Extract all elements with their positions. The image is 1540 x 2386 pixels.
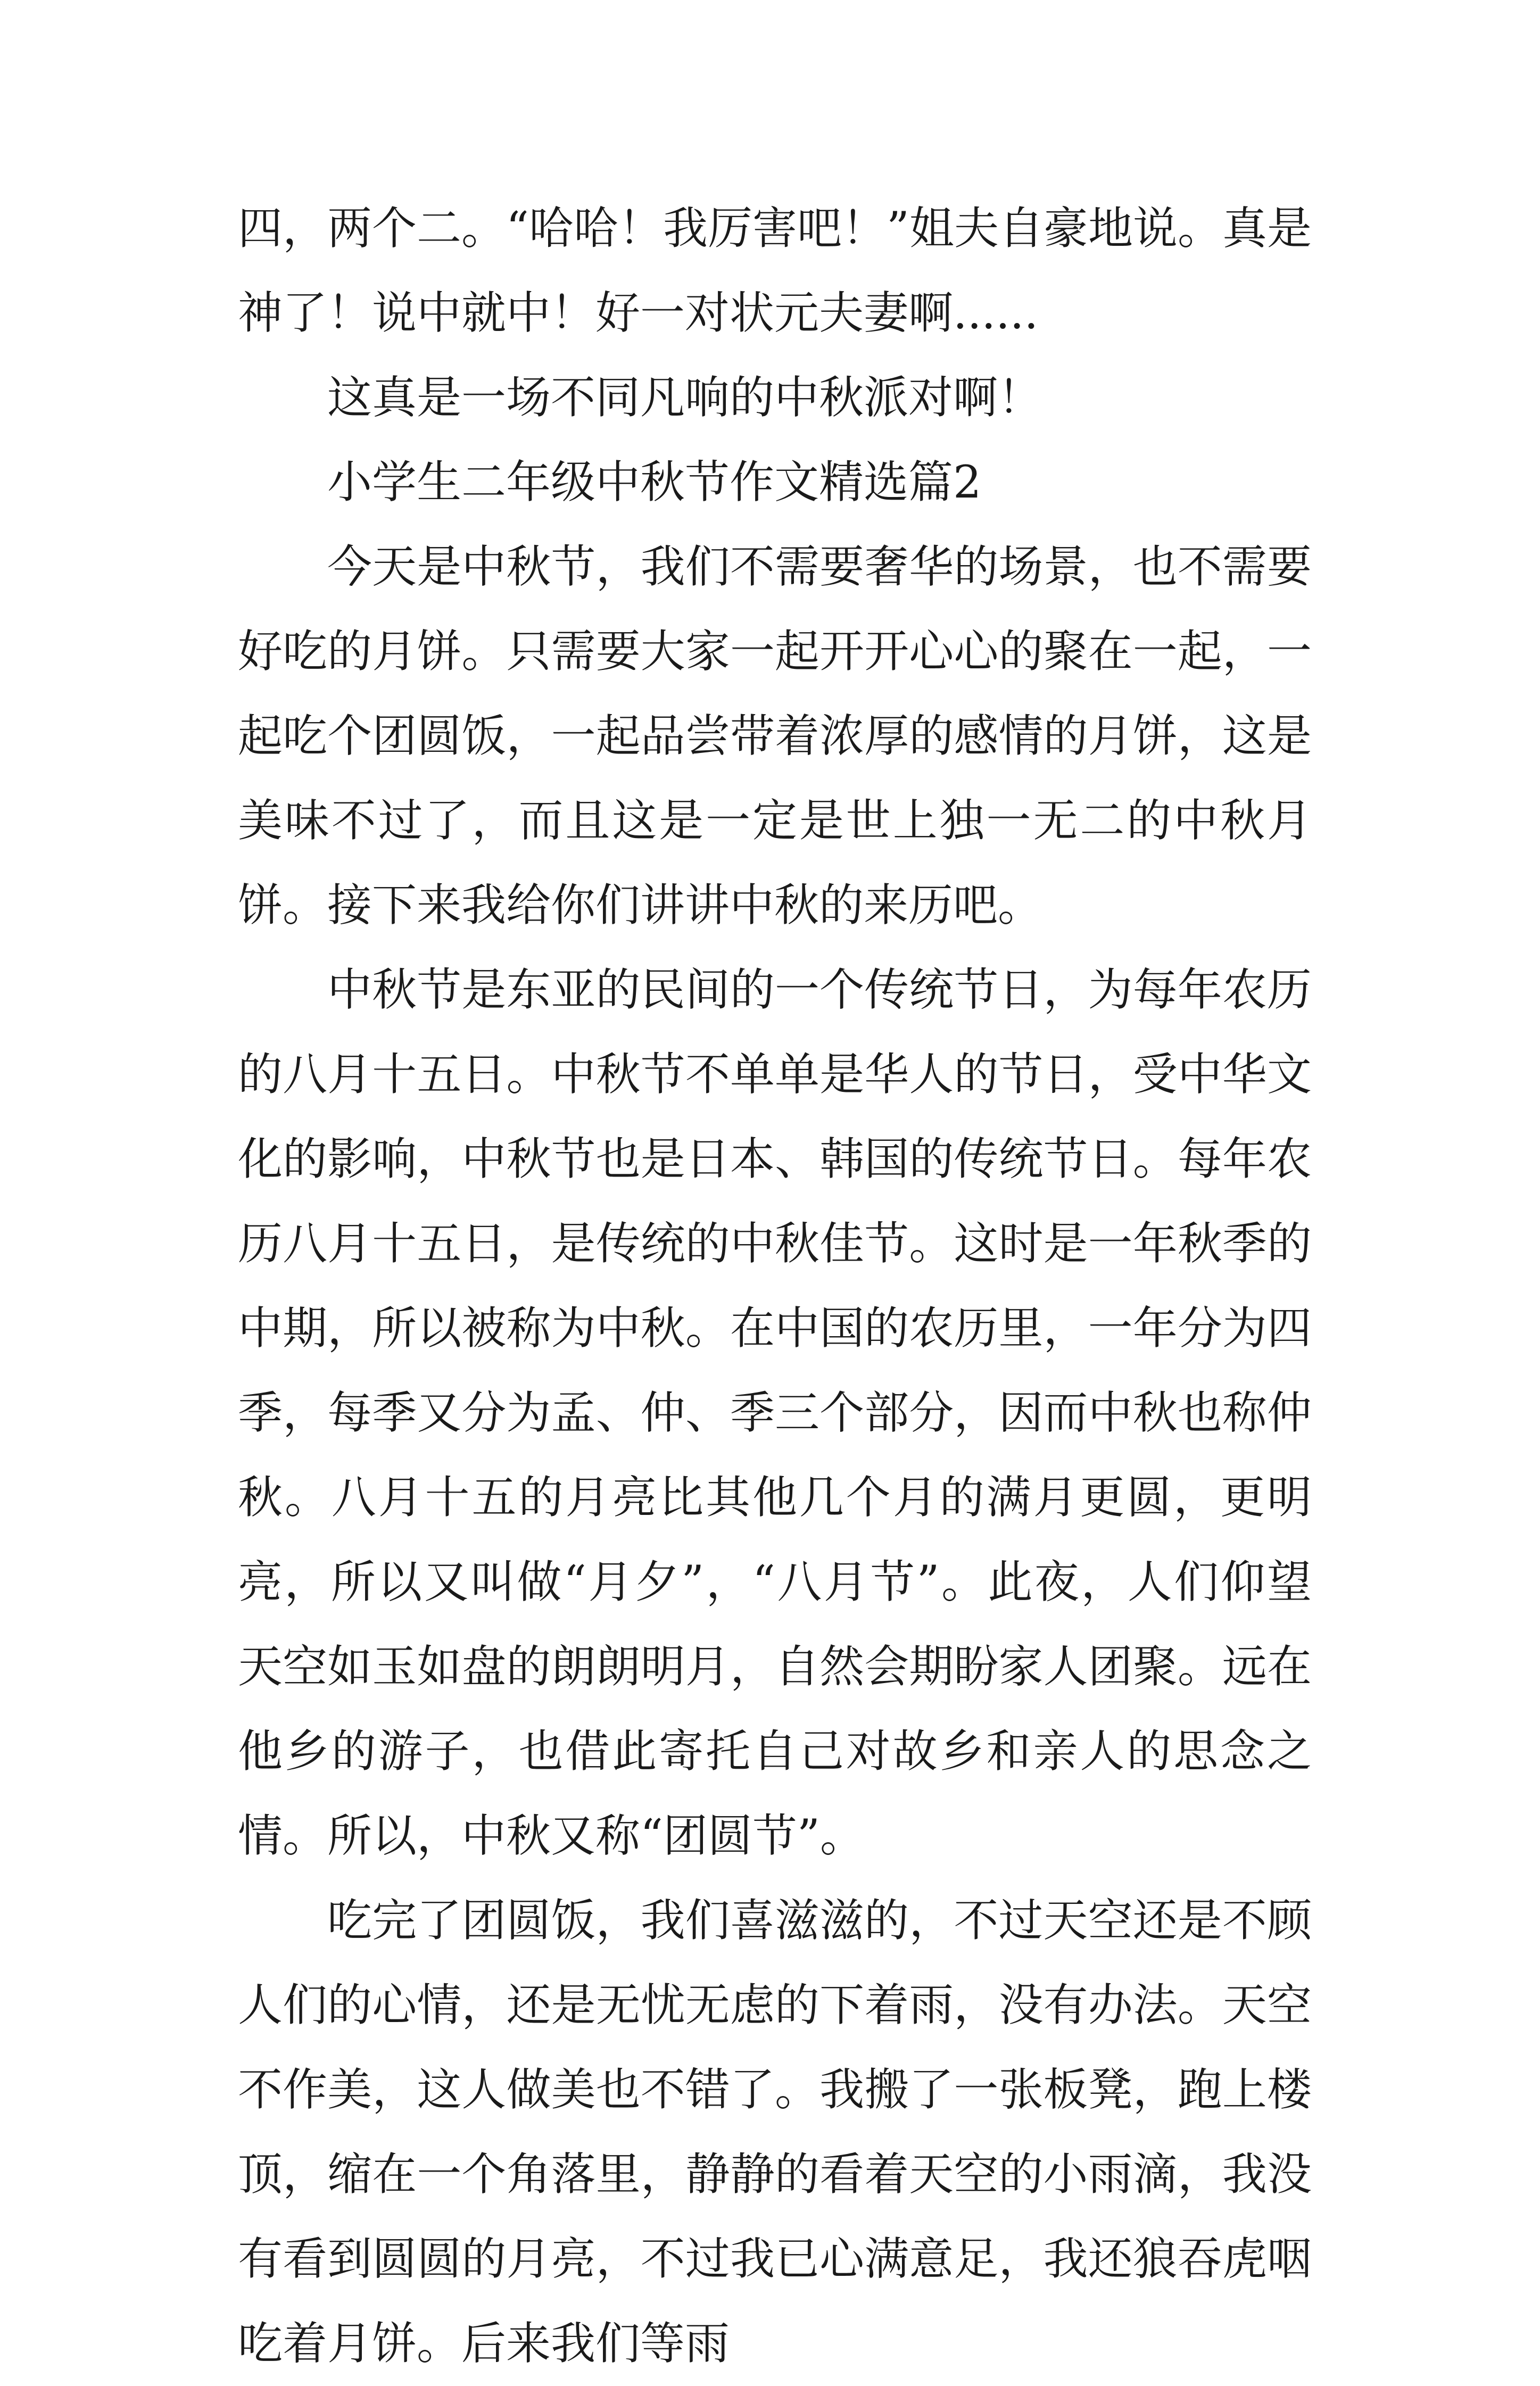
paragraph-5: 中秋节是东亚的民间的一个传统节日，为每年农历的八月十五日。中秋节不单单是华人的节日，受中华文化的影响，中秋节也是日本、韩国的传统节日。每年农历八月十五日，是传统的中秋佳节。这时是一年秋季的中期，所以被称为中秋。在中国的农历里，一年分为四季，每季又分为孟、仲、季三个部分，因而中秋也称仲秋。八月十五的月亮比其他几个月的满月更圆，更明亮，所以又叫做“月夕”，“八月节”。此夜，人们仰望天空如玉如盘的朗朗明月，自然会期盼家人团聚。远在他乡的游子，也借此寄托自己对故乡和亲人的思念之情。所以，中秋又称“团圆节”。 — [238, 964, 1312, 1862]
paragraph-6: 吃完了团圆饭，我们喜滋滋的，不过天空还是不顾人们的心情，还是无忧无虑的下着雨，没有办法。天空不作美，这人做美也不错了。我搬了一张板凳，跑上楼顶，缩在一个角落里，静静的看着天空的小雨滴，我没有看到圆圆的月亮，不过我已心满意足，我还狼吞虎咽吃着月饼。后来我们等雨 — [238, 1894, 1312, 2370]
document-page — [238, 186, 1312, 2386]
paragraph-4: 今天是中秋节，我们不需要奢华的场景，也不需要好吃的月饼。只需要大家一起开开心心的聚在一起，一起吃个团圆饭，一起品尝带着浓厚的感情的月饼，这是美味不过了，而且这是一定是世上独一无二的中秋月饼。接下来我给你们讲讲中秋的来历吧。 — [238, 541, 1312, 931]
section-heading: 小学生二年级中秋节作文精选篇2 — [327, 456, 982, 508]
paragraph-1: 四，两个二。“哈哈！我厉害吧！”姐夫自豪地说。真是神了！说中就中！好一对状元夫妻啊...... — [238, 202, 1312, 339]
paragraph-2: 这真是一场不同凡响的中秋派对啊！ — [327, 371, 1043, 424]
